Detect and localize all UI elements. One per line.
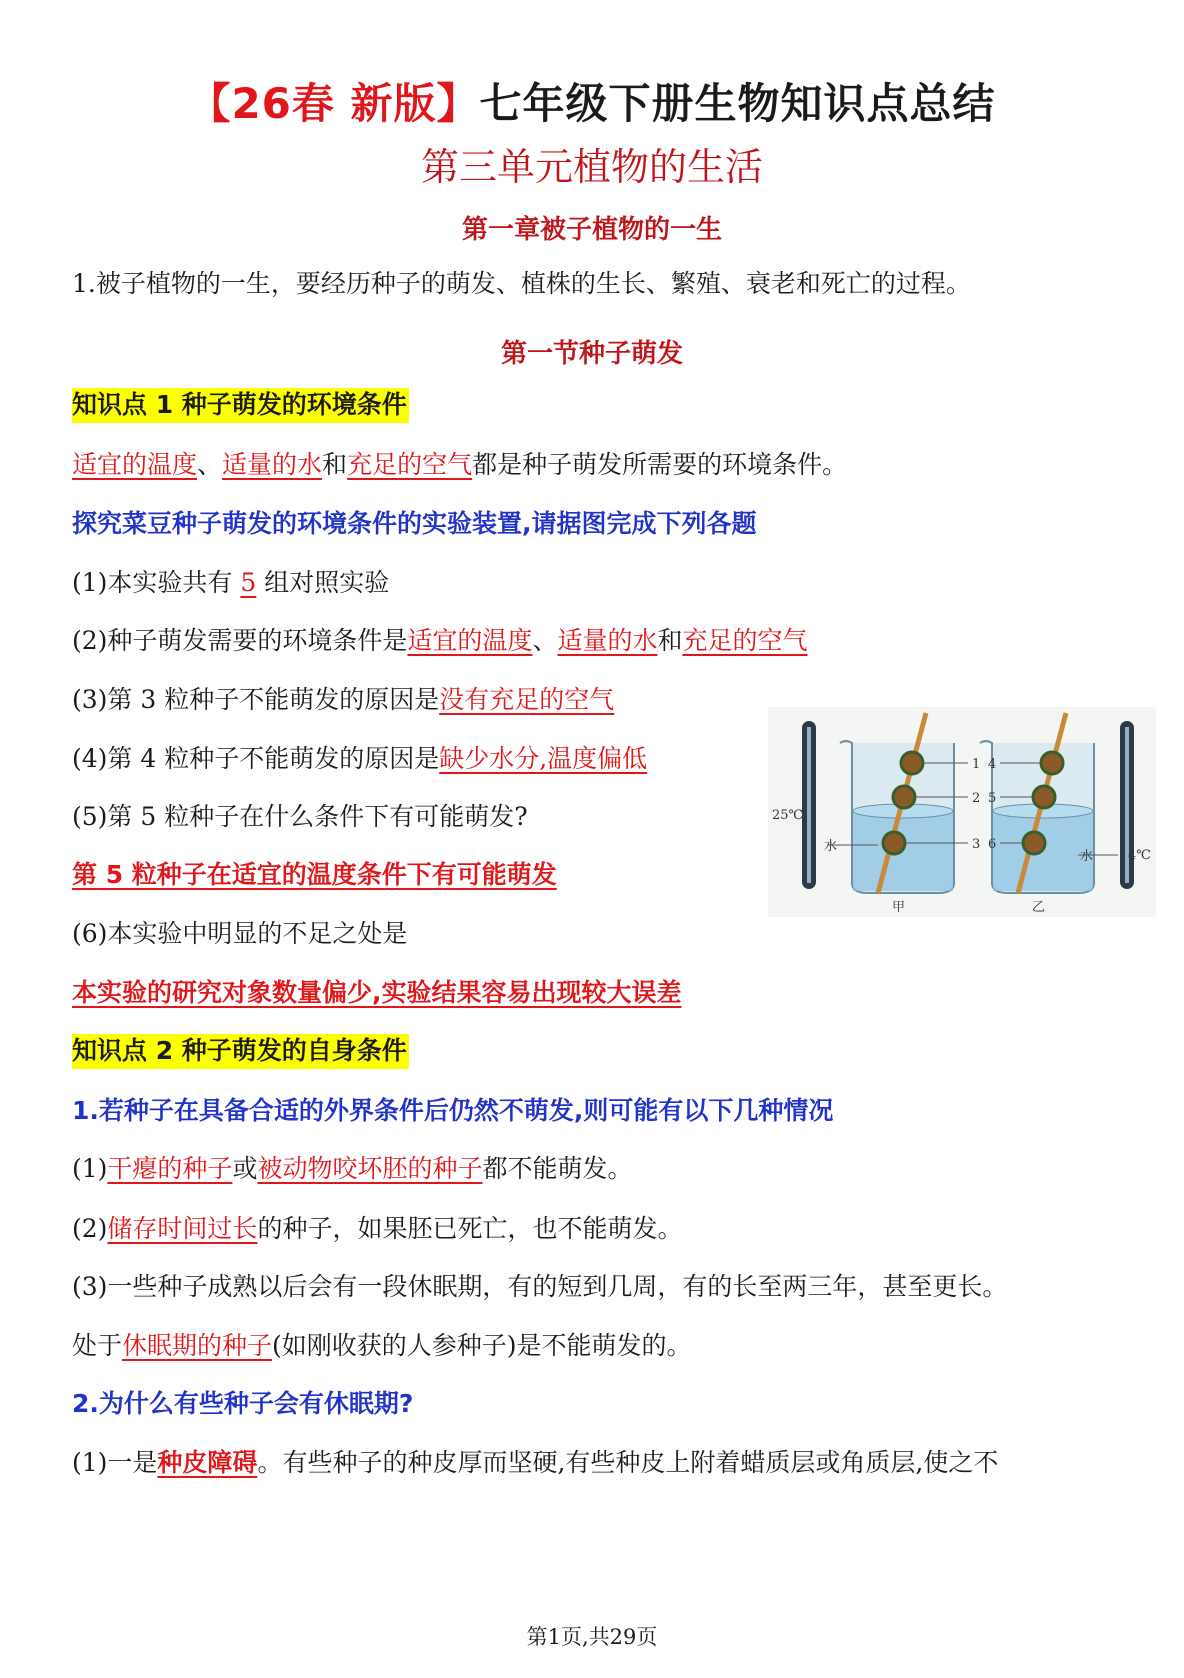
- kp2-heading-1: 1.若种子在具备合适的外界条件后仍然不萌发,则可能有以下几种情况: [72, 1096, 834, 1125]
- q2-answer-c: 充足的空气: [682, 626, 808, 655]
- l1-mid: 或: [232, 1154, 258, 1183]
- separator: 、: [197, 450, 223, 479]
- l5-rest: 。有些种子的种皮厚而坚硬,有些种皮上附着蜡质层或角质层,使之不: [257, 1448, 999, 1477]
- label-num-6: 6: [988, 837, 997, 852]
- l4-answer: 休眠期的种子: [122, 1331, 273, 1360]
- q1-suffix: 组对照实验: [256, 568, 390, 597]
- l1-answer-a: 干瘪的种子: [107, 1154, 233, 1183]
- question-6: (6)本实验中明显的不足之处是: [72, 919, 408, 948]
- q2-prefix: (2)种子萌发需要的环境条件是: [72, 626, 408, 655]
- kp1-label: [72, 386, 409, 424]
- l1-rest: 都不能萌发。: [482, 1154, 633, 1183]
- answer-air: 充足的空气: [347, 450, 473, 479]
- seed-5: [1033, 786, 1055, 808]
- seed-1: [901, 752, 923, 774]
- experiment-figure: [768, 707, 1156, 917]
- question-4: [72, 740, 647, 778]
- kp1-sentence: [72, 446, 847, 484]
- label-temp-right: 4℃: [1128, 848, 1151, 863]
- l4-rest: (如刚收获的人参种子)是不能萌发的。: [272, 1331, 692, 1360]
- q2-answer-a: 适宜的温度: [407, 626, 533, 655]
- question-1: [72, 564, 389, 602]
- q4-answer: 缺少水分,温度偏低: [439, 744, 648, 773]
- label-water-left: 水: [824, 839, 838, 854]
- label-num-5: 5: [988, 791, 997, 806]
- answer-water: 适量的水: [222, 450, 323, 479]
- q1-prefix: (1)本实验共有: [72, 568, 241, 597]
- q3-prefix: (3)第 3 粒种子不能萌发的原因是: [72, 685, 440, 714]
- q6-answer: 本实验的研究对象数量偏少,实验结果容易出现较大误差: [72, 978, 682, 1007]
- left-thermometer-tube: [807, 727, 811, 883]
- label-yi: 乙: [1032, 900, 1046, 915]
- section-title: 第一节种子萌发: [500, 339, 683, 369]
- l2-answer: 储存时间过长: [107, 1214, 258, 1243]
- label-temp-left: 25℃: [772, 808, 804, 823]
- q4-prefix: (4)第 4 粒种子不能萌发的原因是: [72, 744, 440, 773]
- q5-answer: 第 5 粒种子在适宜的温度条件下有可能萌发: [72, 860, 557, 889]
- title-edition-tag: 【26春 新版】: [188, 79, 480, 128]
- title-main: 七年级下册生物知识点总结: [479, 79, 996, 128]
- q2-answer-b: 适量的水: [557, 626, 658, 655]
- l5-answer: 种皮障碍: [157, 1448, 258, 1477]
- experiment-heading: 探究菜豆种子萌发的环境条件的实验装置,请据图完成下列各题: [72, 509, 757, 538]
- seed-3: [883, 832, 905, 854]
- l1-answer-b: 被动物咬坏胚的种子: [257, 1154, 483, 1183]
- kp2-highlight: 知识点 2 种子萌发的自身条件: [72, 1034, 409, 1069]
- unit-title: 第三单元植物的生活: [420, 145, 763, 189]
- intro-text: 1.被子植物的一生，要经历种子的萌发、植株的生长、繁殖、衰老和死亡的过程。: [72, 269, 971, 298]
- seed-6: [1023, 832, 1045, 854]
- kp2-line-4: [72, 1327, 692, 1365]
- question-5: (5)第 5 粒种子在什么条件下有可能萌发?: [72, 802, 528, 831]
- seed-4: [1041, 752, 1063, 774]
- q1-answer: 5: [240, 568, 257, 597]
- label-num-4: 4: [988, 757, 997, 772]
- beaker-diagram-svg: [768, 707, 1156, 917]
- q3-answer: 没有充足的空气: [439, 685, 615, 714]
- label-num-3: 3: [972, 837, 981, 852]
- kp2-line-3: (3)一些种子成熟以后会有一段休眠期，有的短到几周，有的长至两三年，甚至更长。: [72, 1272, 1008, 1301]
- kp1-highlight: 知识点 1 种子萌发的环境条件: [72, 388, 409, 423]
- answer-suitable-temp: 适宜的温度: [72, 450, 198, 479]
- kp2-line-2: [72, 1210, 682, 1248]
- l2-rest: 的种子，如果胚已死亡，也不能萌发。: [257, 1214, 683, 1243]
- separator: 、: [532, 626, 558, 655]
- label-water-right: 水: [1080, 849, 1094, 864]
- page-footer: 第1页,共29页: [526, 1625, 658, 1649]
- question-5-answer: [72, 856, 557, 894]
- sentence-rest: 都是种子萌发所需要的环境条件。: [472, 450, 848, 479]
- label-num-2: 2: [972, 791, 981, 806]
- seed-2: [893, 786, 915, 808]
- label-num-1: 1: [972, 757, 981, 772]
- kp2-line-1: [72, 1150, 632, 1188]
- separator: 和: [322, 450, 348, 479]
- chapter-title: 第一章被子植物的一生: [461, 215, 722, 245]
- document-title: [0, 76, 1184, 132]
- question-3: [72, 681, 614, 719]
- kp2-label: [72, 1032, 409, 1070]
- separator: 和: [657, 626, 683, 655]
- question-2: [72, 622, 808, 660]
- question-6-answer: [72, 974, 682, 1012]
- label-jia: 甲: [892, 900, 906, 915]
- kp2-heading-2: 2.为什么有些种子会有休眠期?: [72, 1389, 414, 1418]
- l5-prefix: (1)一是: [72, 1448, 158, 1477]
- kp2-line-5: [72, 1444, 998, 1482]
- l4-prefix: 处于: [72, 1331, 123, 1360]
- l2-prefix: (2): [72, 1214, 108, 1243]
- l1-prefix: (1): [72, 1154, 108, 1183]
